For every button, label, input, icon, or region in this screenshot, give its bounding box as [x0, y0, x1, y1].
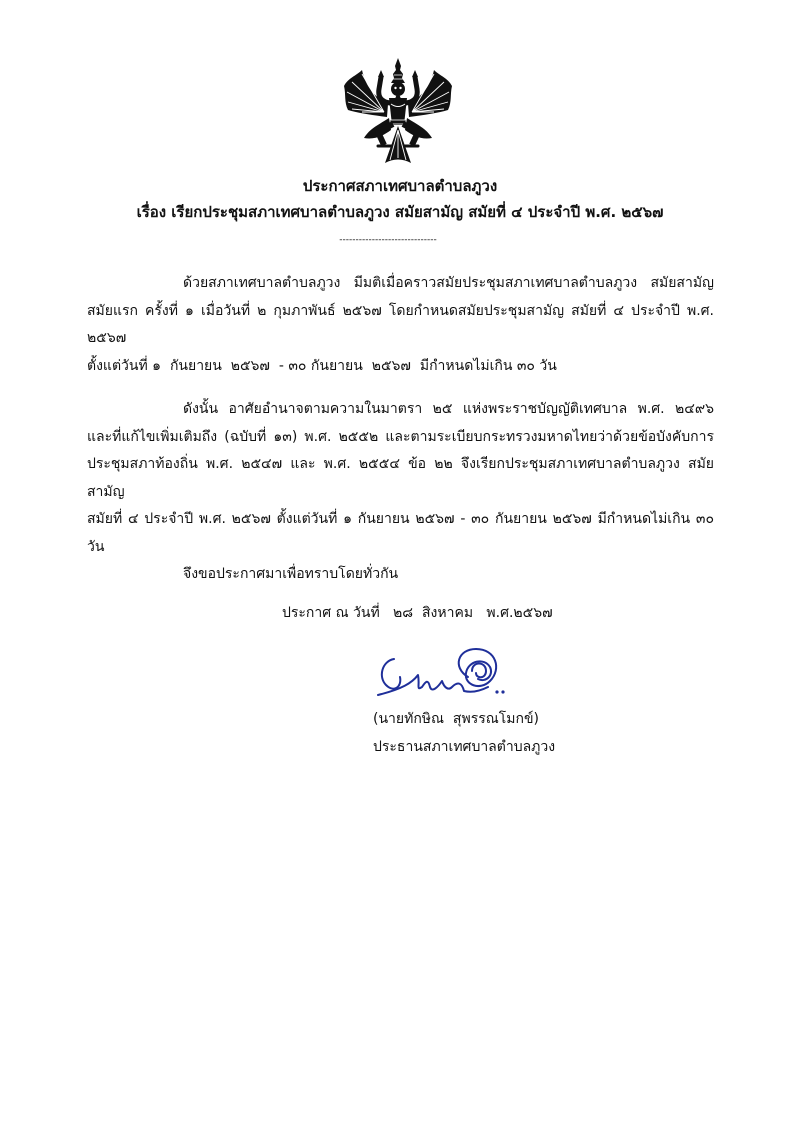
paragraph-2-line: สมัยที่ ๔ ประจำปี พ.ศ. ๒๕๖๗ ตั้งแต่วันที่ ๑ กันยายน ๒๕๖๗ - ๓๐ กันยายน ๒๕๖๗ มีกำหนดไม่เกิน ๓๐ วัน [87, 511, 714, 555]
paragraph-1 [87, 270, 714, 380]
announcement-title: ประกาศสภาเทศบาลตำบลภูวง [302, 177, 498, 195]
paragraph-1-line: ตั้งแต่วันที่ ๑ กันยายน ๒๕๖๗ - ๓๐ กันยายน ๒๕๖๗ มีกำหนดไม่เกิน ๓๐ วัน [87, 357, 557, 374]
garuda-emblem-icon [340, 58, 456, 166]
closing-line: จึงขอประกาศมาเพื่อทราบโดยทั่วกัน [183, 566, 399, 582]
signatory-position: ประธานสภาเทศบาลตำบลภูวง [373, 739, 556, 755]
announcement-date: ประกาศ ณ วันที่ ๒๘ สิงหาคม พ.ศ.๒๕๖๗ [282, 604, 553, 621]
paragraph-1-line: สมัยแรก ครั้งที่ ๑ เมื่อวันที่ ๒ กุมภาพันธ์ ๒๕๖๗ โดยกำหนดสมัยประชุมสามัญ สมัยที่ ๔ ประจำปี พ.ศ. ๒๕๖๗ [87, 302, 714, 346]
paragraph-1-line: ด้วยสภาเทศบาลตำบลภูวง มีมติเมื่อคราวสมัยประชุมสภาเทศบาลตำบลภูวง สมัยสามัญ [183, 275, 714, 291]
announcement-subject: เรื่อง เรียกประชุมสภาเทศบาลตำบลภูวง สมัยสามัญ สมัยที่ ๔ ประจำปี พ.ศ. ๒๕๖๗ [136, 203, 664, 221]
signatory-name: (นายทักษิณ สุพรรณโมกข์) [373, 711, 539, 727]
paragraph-2-line: ดังนั้น อาศัยอำนาจตามความในมาตรา ๒๕ แห่งพระราชบัญญัติเทศบาล พ.ศ. ๒๔๙๖ [183, 401, 714, 417]
signature [372, 647, 512, 707]
paragraph-2-line: ประชุมสภาท้องถิ่น พ.ศ. ๒๕๔๗ และ พ.ศ. ๒๕๕๔ ข้อ ๒๒ จึงเรียกประชุมสภาเทศบาลตำบลภูวง สมัยสามัญ [87, 456, 714, 500]
separator-line: ------------------------------ [339, 235, 437, 245]
paragraph-2 [87, 396, 714, 589]
paragraph-2-line: และที่แก้ไขเพิ่มเติมถึง (ฉบับที่ ๑๓) พ.ศ. ๒๕๕๒ และตามระเบียบกระทรวงมหาดไทยว่าด้วยข้อบังคับการ [87, 428, 714, 445]
